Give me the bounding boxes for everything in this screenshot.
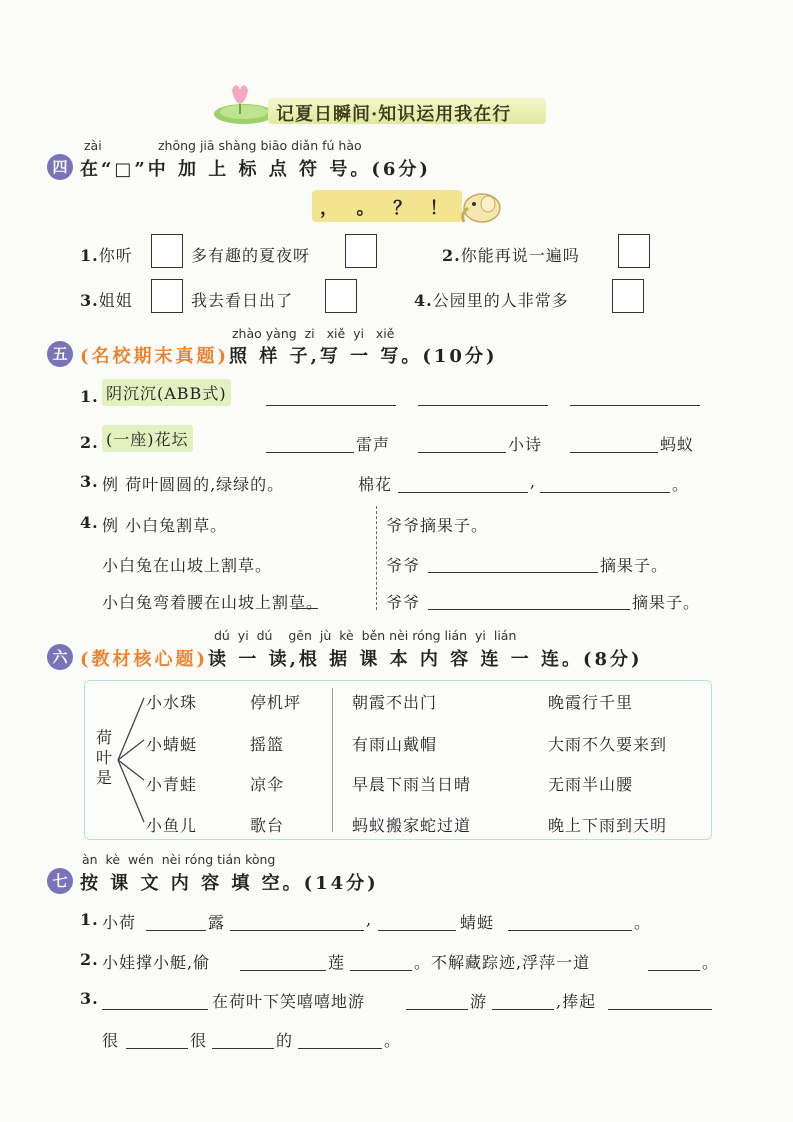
s7-q3-period: 。: [384, 1031, 402, 1050]
s6-col4-2[interactable]: 大雨不久要来到: [548, 735, 668, 754]
s7-q1-comma: ,: [366, 910, 373, 929]
s5-q1-blank-1[interactable]: [266, 405, 396, 406]
s5-q4-right-2b: 摘果子。: [600, 556, 669, 575]
s6-col1-1[interactable]: 小水珠: [146, 693, 198, 712]
s7-title: 按 课 文 内 容 填 空。(14分): [80, 873, 379, 894]
s6-left-label: 荷叶是: [96, 728, 114, 787]
s4-q1-box-2[interactable]: [345, 234, 377, 268]
s4-q3-text-b: 我去看日出了: [191, 291, 294, 310]
s6-col1-3[interactable]: 小青蛙: [146, 775, 198, 794]
s5-q4-left-2: 小白兔在山坡上割草。: [102, 556, 273, 575]
s4-pinyin-1: zài: [84, 138, 102, 153]
s7-q1-blank-2[interactable]: [230, 930, 364, 931]
s5-q4-blank-2[interactable]: [428, 609, 630, 610]
s7-q3-blank-4[interactable]: [608, 1009, 712, 1010]
s6-col2-4[interactable]: 歌台: [250, 816, 285, 835]
s5-q4-right-3a: 爷爷: [386, 593, 421, 612]
section-number-5: 五: [47, 341, 73, 367]
s5-q2-blank-3[interactable]: [570, 452, 658, 453]
s7-q3-blank-6[interactable]: [212, 1048, 274, 1049]
s5-q2-word-3: 蚂蚁: [660, 435, 695, 454]
s7-pinyin: àn kè wén nèi róng tián kòng: [82, 852, 276, 867]
s6-col3-1[interactable]: 朝霞不出门: [352, 693, 438, 712]
s5-q4-divider: [376, 506, 377, 610]
s7-q1-blank-4[interactable]: [508, 930, 632, 931]
punctuation-marks: ， 。 ？ ！: [320, 198, 450, 219]
s5-q2-example: (一座)花坛: [102, 425, 193, 452]
matching-divider: [332, 688, 333, 832]
s7-q3-blank-5[interactable]: [126, 1048, 188, 1049]
s4-q1-text-b: 多有趣的夏夜呀: [191, 246, 311, 265]
s4-q3-number: 3.: [80, 291, 99, 310]
s5-q2-number: 2.: [80, 433, 99, 452]
s5-q2-word-1: 雷声: [356, 435, 391, 454]
s7-q3-blank-2[interactable]: [406, 1009, 468, 1010]
s7-q3-number: 3.: [80, 989, 99, 1008]
s4-q3-text-a: 姐姐: [98, 291, 133, 310]
s7-q3-blank-7[interactable]: [298, 1048, 382, 1049]
s5-q2-blank-1[interactable]: [266, 452, 354, 453]
s4-q1-box-1[interactable]: [151, 234, 183, 268]
s7-q1-text-a: 小荷: [102, 913, 137, 932]
s7-q3-text-e: 很: [190, 1031, 208, 1050]
s7-q3-text-d: 很: [102, 1031, 120, 1050]
s4-q2-text: 你能再说一遍吗: [460, 246, 580, 265]
s5-q3-example: 例 荷叶圆圆的,绿绿的。: [102, 475, 285, 494]
s5-q3-blank-1[interactable]: [398, 492, 528, 493]
s5-q1-number: 1.: [80, 387, 99, 406]
s4-pinyin-2: zhōng jiā shàng biāo diǎn fú hào: [158, 138, 362, 153]
s4-q4-number: 4.: [414, 291, 433, 310]
s6-col3-2[interactable]: 有雨山戴帽: [352, 735, 438, 754]
s7-q2-period: 。: [702, 953, 720, 972]
banner-title: 记夏日瞬间·知识运用我在行: [276, 104, 512, 125]
s7-q3-text-b: 游: [470, 992, 488, 1011]
s5-q2-word-2: 小诗: [508, 435, 543, 454]
s7-q3-text-c: ,捧起: [556, 992, 597, 1011]
s5-q4-right-3b: 摘果子。: [632, 593, 701, 612]
s6-col4-3[interactable]: 无雨半山腰: [548, 775, 634, 794]
punctuation-bar: [312, 190, 462, 222]
s7-q2-number: 2.: [80, 950, 99, 969]
s5-q3-comma: ,: [530, 472, 537, 491]
s7-q1-blank-3[interactable]: [378, 930, 456, 931]
s5-q3-number: 3.: [80, 472, 99, 491]
s6-col3-3[interactable]: 早晨下雨当日晴: [352, 775, 472, 794]
s6-title: 读 一 读,根 据 课 本 内 容 连 一 连。(8分): [208, 649, 643, 670]
section-number-4: 四: [47, 154, 73, 180]
s4-q3-box-2[interactable]: [325, 279, 357, 313]
s6-col2-1[interactable]: 停机坪: [250, 693, 302, 712]
s4-q4-box[interactable]: [612, 279, 644, 313]
s6-col2-3[interactable]: 凉伞: [250, 775, 285, 794]
s5-q4-right-2a: 爷爷: [386, 556, 421, 575]
s6-col2-2[interactable]: 摇篮: [250, 735, 285, 754]
s7-q3-blank-3[interactable]: [492, 1009, 554, 1010]
s5-q4-example: 例 小白兔割草。: [102, 516, 228, 535]
s4-q4-text: 公园里的人非常多: [432, 291, 569, 310]
s7-q3-blank-1[interactable]: [102, 1009, 208, 1010]
s6-col4-4[interactable]: 晚上下雨到天明: [548, 816, 668, 835]
s7-q2-text-b: 莲: [328, 953, 346, 972]
s7-q1-blank-1[interactable]: [146, 930, 206, 931]
section-banner: [210, 80, 546, 128]
s5-q2-blank-2[interactable]: [418, 452, 506, 453]
section-number-6: 六: [47, 644, 73, 670]
s6-pinyin: dú yi dú gēn jù kè běn nèi róng lián yi lián: [214, 628, 517, 643]
s4-title: 在“□”中 加 上 标 点 符 号。(6分): [80, 159, 431, 180]
s5-q4-underline: [292, 608, 318, 609]
s5-q4-blank-1[interactable]: [428, 572, 598, 573]
s5-q3-period: 。: [672, 475, 690, 494]
s7-q2-blank-3[interactable]: [648, 970, 700, 971]
s5-tag: (名校期末真题): [80, 346, 230, 367]
s5-q3-word: 棉花: [358, 475, 393, 494]
s7-q2-blank-1[interactable]: [240, 970, 326, 971]
s7-q1-number: 1.: [80, 910, 99, 929]
s7-q3-text-a: 在荷叶下笑嘻嘻地游: [212, 992, 366, 1011]
s7-q1-text-c: 蜻蜓: [460, 913, 495, 932]
section-number-7: 七: [47, 868, 73, 894]
s5-q4-right-1: 爷爷摘果子。: [386, 516, 489, 535]
s6-col1-4[interactable]: 小鱼儿: [146, 816, 198, 835]
s4-q2-box[interactable]: [618, 234, 650, 268]
s7-q3-text-f: 的: [276, 1031, 294, 1050]
s5-q1-blank-3[interactable]: [570, 405, 700, 406]
s7-q2-blank-2[interactable]: [350, 970, 412, 971]
s5-q3-blank-2[interactable]: [540, 492, 670, 493]
s4-q3-box-1[interactable]: [151, 279, 183, 313]
bracket-lines: [114, 688, 148, 834]
s7-q1-period: 。: [634, 913, 652, 932]
s4-q1-text-a: 你听: [98, 246, 133, 265]
s6-col1-2[interactable]: 小蜻蜓: [146, 735, 198, 754]
elephant-icon: [458, 186, 504, 226]
s5-q1-blank-2[interactable]: [418, 405, 548, 406]
s5-pinyin: zhào yàng zi xiě yi xiě: [232, 326, 395, 341]
s6-tag: (教材核心题): [80, 649, 209, 670]
s6-col3-4[interactable]: 蚂蚁搬家蛇过道: [352, 816, 472, 835]
s7-q2-text-a: 小娃撑小艇,偷: [102, 953, 211, 972]
s5-q1-example: 阴沉沉(ABB式): [102, 379, 231, 406]
s6-col4-1[interactable]: 晚霞行千里: [548, 693, 634, 712]
s7-q1-text-b: 露: [208, 913, 226, 932]
s5-title: 照 样 子,写 一 写。(10分): [229, 346, 498, 367]
s4-q2-number: 2.: [442, 246, 461, 265]
s4-q1-number: 1.: [80, 246, 99, 265]
s5-q4-left-3: 小白兔弯着腰在山坡上割草。: [102, 593, 324, 612]
s5-q4-number: 4.: [80, 513, 99, 532]
s7-q2-text-c: 。不解藏踪迹,浮萍一道: [414, 953, 591, 972]
